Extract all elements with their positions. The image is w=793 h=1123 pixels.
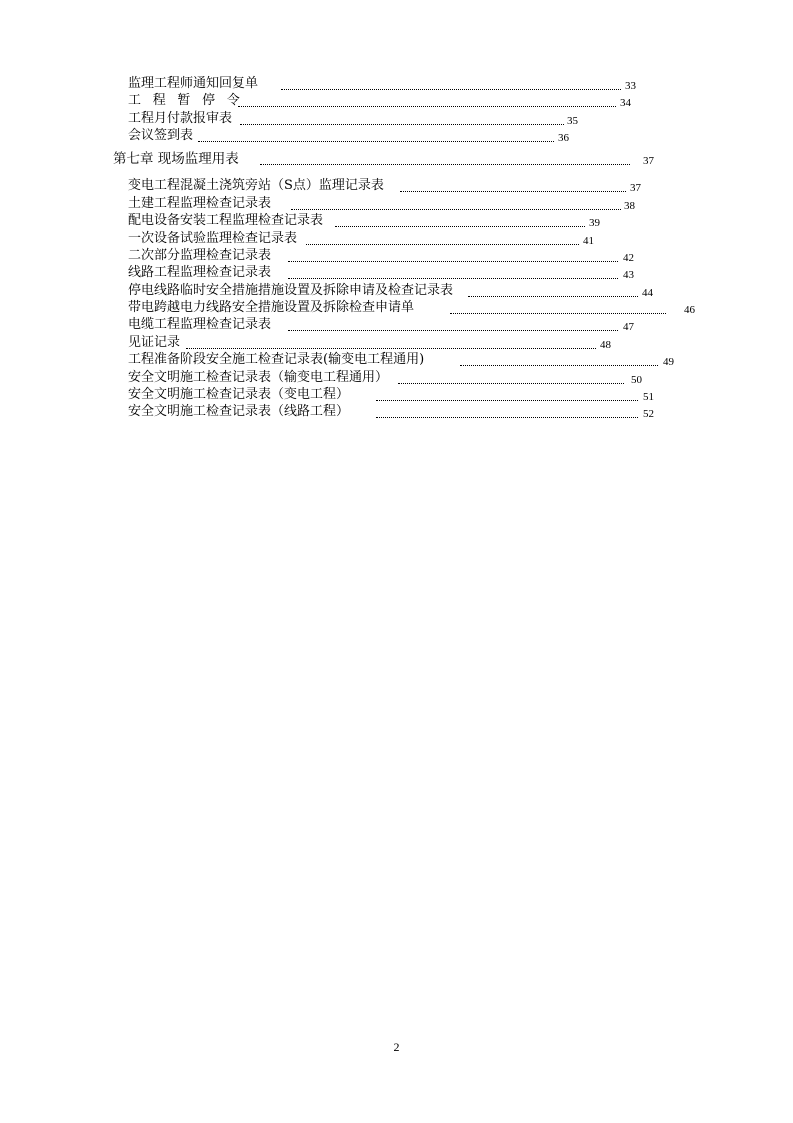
toc-entry-title: 带电跨越电力线路安全措施设置及拆除检查申请单: [128, 300, 415, 315]
toc-leader-dots: [288, 330, 618, 331]
toc-entry-title: 配电设备安装工程监理检查记录表: [128, 213, 324, 228]
toc-leader-dots: [260, 164, 630, 165]
toc-entry[interactable]: [128, 317, 668, 335]
toc-entry[interactable]: [128, 248, 668, 266]
toc-entry-title: 停电线路临时安全措施措施设置及拆除申请及检查记录表: [128, 283, 454, 298]
toc-leader-dots: [288, 261, 618, 262]
toc-entry-title: 一次设备试验监理检查记录表: [128, 231, 298, 246]
toc-entry[interactable]: [128, 128, 648, 146]
toc-entry[interactable]: [128, 93, 648, 111]
toc-entry-title: 二次部分监理检查记录表: [128, 248, 272, 263]
toc-leader-dots: [450, 313, 666, 314]
toc-entry-page: 44: [642, 287, 653, 299]
toc-entry-page: 37: [630, 182, 641, 194]
toc-leader-dots: [400, 191, 626, 192]
page-number: 2: [393, 1040, 400, 1054]
toc-leader-dots: [198, 141, 554, 142]
toc-leader-dots: [460, 365, 658, 366]
toc-entry-page: 37: [643, 155, 654, 167]
toc-entry-title: 工程暂停令: [128, 93, 252, 108]
toc-entry[interactable]: [128, 196, 668, 214]
toc-entry-page: 41: [583, 235, 594, 247]
toc-leader-dots: [238, 106, 616, 107]
toc-entry-page: 51: [643, 391, 654, 403]
toc-leader-dots: [468, 296, 638, 297]
toc-entry[interactable]: [128, 370, 668, 388]
toc-entry[interactable]: [128, 335, 668, 353]
toc-entry-page: 49: [663, 356, 674, 368]
toc-leader-dots: [291, 209, 621, 210]
toc-entry-page: 33: [625, 80, 636, 92]
toc-entry-title: 工程准备阶段安全施工检查记录表(输变电工程通用): [128, 352, 425, 367]
toc-chapter-entry[interactable]: [113, 151, 673, 169]
toc-entry-title: 安全文明施工检查记录表（输变电工程通用）: [128, 370, 389, 385]
toc-entry[interactable]: [128, 265, 668, 283]
toc-entry-title: 土建工程监理检查记录表: [128, 196, 272, 211]
toc-entry-page: 38: [624, 200, 635, 212]
toc-leader-dots: [398, 383, 624, 384]
toc-leader-dots: [376, 400, 638, 401]
toc-entry-title: 线路工程监理检查记录表: [128, 265, 272, 280]
toc-entry[interactable]: [128, 111, 648, 129]
toc-leader-dots: [186, 348, 596, 349]
toc-entry-page: 34: [620, 97, 631, 109]
toc-entry[interactable]: [128, 76, 648, 94]
toc-entry-title: 监理工程师通知回复单: [128, 76, 259, 91]
toc-leader-dots: [335, 226, 585, 227]
toc-leader-dots: [240, 124, 564, 125]
toc-leader-dots: [288, 278, 618, 279]
toc-entry-title: 电缆工程监理检查记录表: [128, 317, 272, 332]
toc-entry-page: 42: [623, 252, 634, 264]
toc-entry[interactable]: [128, 213, 668, 231]
toc-entry[interactable]: [128, 283, 668, 301]
toc-entry-page: 46: [684, 304, 695, 316]
toc-entry-title: 安全文明施工检查记录表（变电工程）: [128, 387, 350, 402]
toc-entry-title: 会议签到表: [128, 128, 194, 143]
toc-entry[interactable]: [128, 231, 668, 249]
toc-leader-dots: [306, 244, 579, 245]
toc-entry-title: 工程月付款报审表: [128, 111, 233, 126]
toc-entry-title: 变电工程混凝土浇筑旁站（S点）监理记录表: [128, 178, 384, 193]
toc-entry-page: 48: [600, 339, 611, 351]
toc-entry-title: 安全文明施工检查记录表（线路工程）: [128, 404, 350, 419]
toc-entry-page: 47: [623, 321, 634, 333]
toc-entry[interactable]: [128, 178, 668, 196]
toc-entry-page: 35: [567, 115, 578, 127]
toc-leader-dots: [376, 417, 638, 418]
toc-entry[interactable]: [128, 404, 668, 422]
toc-entry-title: 见证记录: [128, 335, 181, 350]
toc-entry-page: 39: [589, 217, 600, 229]
toc-entry-page: 52: [643, 408, 654, 420]
toc-entry-page: 50: [631, 374, 642, 386]
toc-chapter-title: 第七章 现场监理用表: [113, 151, 239, 167]
toc-entry[interactable]: [128, 352, 688, 370]
toc-leader-dots: [281, 89, 621, 90]
toc-entry-page: 43: [623, 269, 634, 281]
toc-entry-page: 36: [558, 132, 569, 144]
toc-entry[interactable]: [128, 300, 698, 318]
toc-entry[interactable]: [128, 387, 668, 405]
